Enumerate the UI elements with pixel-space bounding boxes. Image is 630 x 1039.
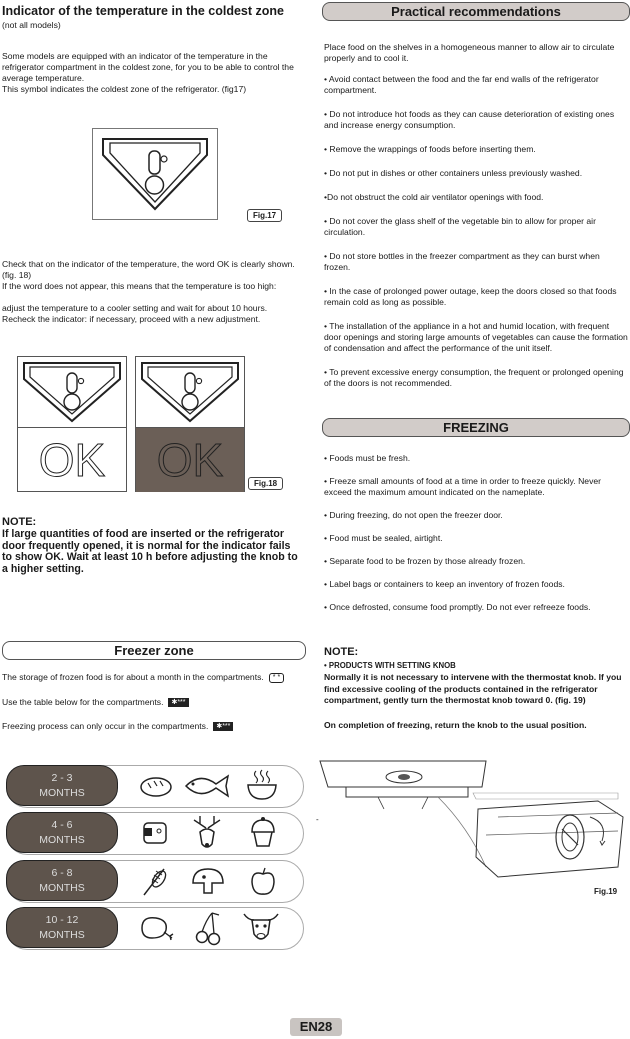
storage-period [6, 907, 118, 948]
indicator-para1: Some models are equipped with an indicator of the temperature in the refrigerator compartment in the coldest zone, for you to be able to control the average temperature. [2, 51, 294, 83]
storage-period-range: 4 - 6 [51, 819, 73, 831]
freezer-zone-heading: Freezer zone [2, 641, 306, 660]
note2-text: Normally it is not necessary to intervene with the thermostat knob. If you find excessive cooling of the products contained in the refrigerator compartment, gently turn the thermostat knob toward 0. (fig. 19) [324, 672, 622, 705]
note2-title: NOTE: [324, 646, 359, 658]
chicken-leg-icon [136, 912, 176, 944]
practical-recommendations-heading: Practical recommendations [322, 2, 630, 21]
practical-list [324, 42, 628, 389]
fig17-indicator [92, 128, 218, 220]
freezer-line2-text: Use the table below for the compartments. [2, 697, 164, 707]
indicator-para2: This symbol indicates the coldest zone of the refrigerator. (fig17) [2, 84, 247, 94]
note2-heading: • PRODUCTS WITH SETTING KNOB [324, 661, 456, 670]
four-star-symbol: ✱*** [168, 698, 188, 707]
freezing-item: • Food must be sealed, airtight. [324, 533, 443, 543]
practical-item: • Do not introduce hot foods as they can cause deterioration of existing ones and increase energy consumption. [324, 109, 615, 130]
coldest-zone-symbol-icon [18, 357, 126, 427]
freezing-item: • Foods must be fresh. [324, 453, 411, 463]
storage-period [6, 860, 118, 901]
freezer-line3-text: Freezing process can only occur in the compartments. [2, 721, 209, 731]
cow-icon [240, 910, 282, 946]
four-star-symbol: ✱*** [213, 722, 233, 731]
wheat-icon [140, 865, 170, 897]
two-star-symbol: * * [269, 673, 284, 683]
practical-item: • The installation of the appliance in a hot and humid location, with frequent door openings and storing large amounts of vegetables can cause the formation of condensation and affect the performance of the unit itself. [324, 321, 628, 353]
indicator-title: Indicator of the temperature in the coldest zone [2, 4, 284, 18]
ok-text-shown: OK [136, 427, 244, 492]
storage-period [6, 812, 118, 853]
practical-item: •Do not obstruct the cold air ventilator openings with food. [324, 192, 544, 202]
storage-period-unit: MONTHS [39, 929, 85, 941]
freezing-list [324, 453, 628, 613]
freezing-heading: FREEZING [322, 418, 630, 437]
freezer-line1 [2, 672, 307, 683]
freezing-item: • Label bags or containers to keep an inventory of frozen foods. [324, 579, 565, 589]
fig17-label: Fig.17 [247, 209, 282, 222]
soup-bowl-icon [244, 767, 280, 803]
freezer-line1-text: The storage of frozen food is for about a month in the compartments. [2, 672, 264, 682]
indicator-para3: Check that on the indicator of the temperature, the word OK is clearly shown. (fig. 18) [2, 259, 295, 280]
note-text: If large quantities of food are inserted or the refrigerator door frequently opened, it is normal for the indicator fails to show OK. Wait at least 10 h before adjusting the knob to a higher setting. [2, 528, 298, 575]
practical-item: • To prevent excessive energy consumption, the frequent or prolonged opening of the doors is not recommended. [324, 367, 624, 388]
ok-text-hidden: OK [18, 427, 126, 492]
cherries-icon [194, 910, 222, 946]
practical-item: • Do not store bottles in the freezer compartment as they can burst when frozen. [324, 251, 600, 272]
cupcake-icon [248, 816, 278, 850]
fig18-indicators [17, 356, 243, 491]
freezing-item: • Separate food to be frozen by those already frozen. [324, 556, 526, 566]
freezer-line3 [2, 721, 307, 732]
freezing-item: • During freezing, do not open the freezer door. [324, 510, 503, 520]
mushroom-icon [190, 865, 226, 897]
fig19-label: Fig.19 [594, 887, 618, 896]
storage-period-unit: MONTHS [39, 787, 85, 799]
practical-item: • Avoid contact between the food and the far end walls of the refrigerator compartment. [324, 74, 599, 95]
indicator-subtitle: (not all models) [2, 20, 61, 30]
practical-item: • Do not cover the glass shelf of the vegetable bin to allow for proper air circulation. [324, 216, 596, 237]
storage-period-range: 10 - 12 [45, 914, 79, 926]
indicator-para4: If the word does not appear, this means that the temperature is too high: [2, 281, 277, 291]
fig18-normal [17, 356, 127, 492]
practical-item: • Remove the wrappings of foods before inserting them. [324, 144, 536, 154]
indicator-para5: adjust the temperature to a cooler setting and wait for about 10 hours. [2, 303, 268, 313]
note2-text2: On completion of freezing, return the knob to the usual position. [324, 720, 587, 730]
storage-period-range: 2 - 3 [51, 772, 73, 784]
fig18-label: Fig.18 [248, 477, 283, 490]
indicator-para6: Recheck the indicator: if necessary, proceed with a new adjustment. [2, 314, 261, 324]
practical-item: • Do not put in dishes or other containers unless previously washed. [324, 168, 583, 178]
fig18-ok [135, 356, 245, 492]
coldest-zone-symbol-icon [136, 357, 244, 427]
bread-icon [138, 771, 174, 801]
fish-icon [182, 770, 232, 800]
storage-period-unit: MONTHS [39, 882, 85, 894]
page-number: EN28 [290, 1018, 342, 1036]
storage-period [6, 765, 118, 806]
cheese-icon [140, 818, 170, 848]
storage-period-range: 6 - 8 [51, 867, 73, 879]
fig19-thermostat-knob-illustration [318, 757, 630, 897]
practical-item: Place food on the shelves in a homogeneous manner to allow air to circulate properly and to cool it. [324, 42, 615, 63]
fig19-tick: - [316, 815, 319, 824]
freezing-item: • Freeze small amounts of food at a time in order to freeze quickly. Never exceed the maximum amount indicated on the nameplate. [324, 476, 602, 497]
coldest-zone-symbol-icon [93, 129, 217, 219]
deer-icon [186, 814, 228, 852]
storage-period-unit: MONTHS [39, 834, 85, 846]
note-title: NOTE: [2, 516, 37, 528]
freezing-item: • Once defrosted, consume food promptly. Do not ever refreeze foods. [324, 602, 591, 612]
freezer-line2 [2, 697, 307, 708]
practical-item: • In the case of prolonged power outage, keep the doors closed so that foods remain cold as long as possible. [324, 286, 617, 307]
apple-icon [248, 865, 278, 897]
